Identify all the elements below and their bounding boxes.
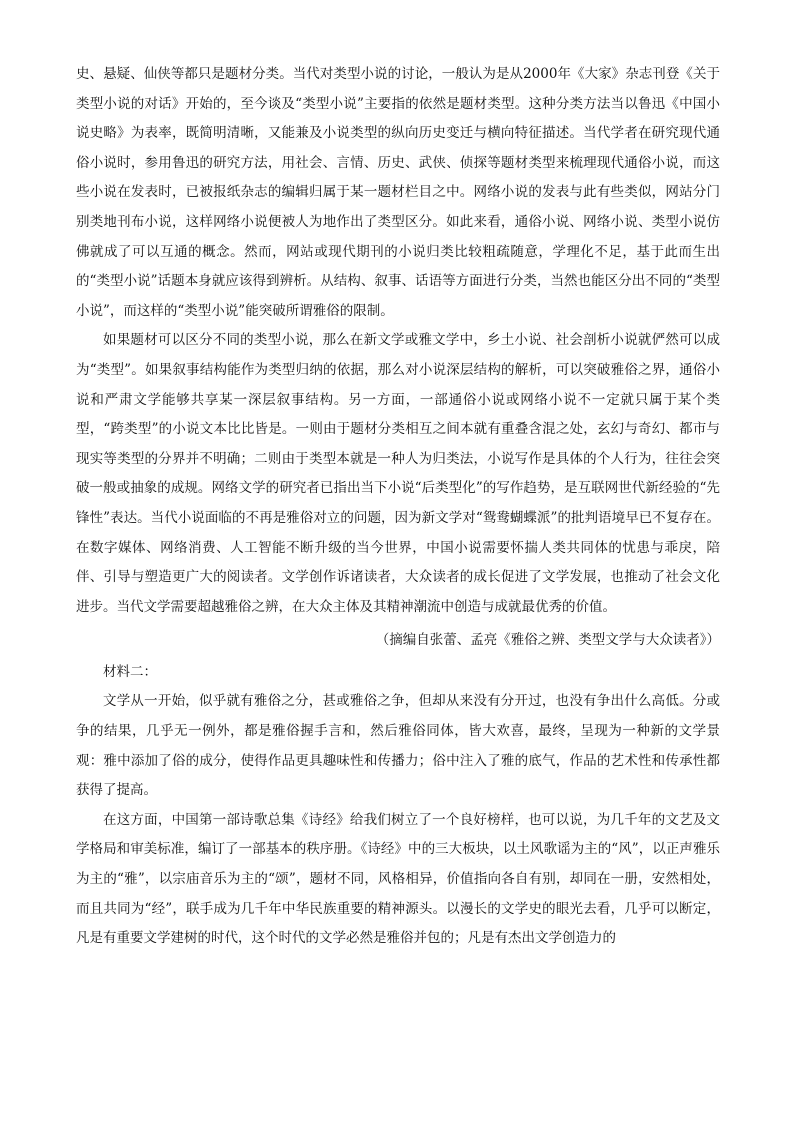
paragraph-2: 如果题材可以区分不同的类型小说，那么在新文学或雅文学中，乡土小说、社会剖析小说就俨然可以成为“类型”。如果叙事结构能作为类型归纳的依据，那么对小说深层结构的解析，可以突破雅俗之界，通俗小说和严肃文学能够共享某一深层叙事结构。另一方面，一部通俗小说或网络小说不一定就只属于某个类型，“跨类型”的小说文本比比皆是。一则由于题材分类相互之间本就有重叠含混之处，玄幻与奇幻、都市与现实等类型的分界并不明确；二则由于类型本就是一种人为归类法，小说写作是具体的个人行为，往往会突破一般或抽象的成规。网络文学的研究者已指出当下小说“后类型化”的写作趋势，是互联网世代新经验的“先锋性”表达。当代小说面临的不再是雅俗对立的问题，因为新文学对“鸳鸯蝴蝶派”的批判语境早已不复存在。在数字媒体、网络消费、人工智能不断升级的当今世界，中国小说需要怀揣人类共同体的忧患与乖戾，陪伴、引导与塑造更广大的阅读者。文学创作诉诸读者，大众读者的成长促进了文学发展，也推动了社会文化进步。当代文学需要超越雅俗之辨，在大众主体及其精神潮流中创造与成就最优秀的价值。 [76,332,720,615]
material-2-label: 材料二： [103,663,157,680]
material-2-paragraph-1: 文学从一开始，似乎就有雅俗之分，甚或雅俗之争，但却从来没有分开过，也没有争出什么高低。分或争的结果，几乎无一例外，都是雅俗握手言和，然后雅俗同体，皆大欢喜，最终，呈现为一种新的文学景观：雅中添加了俗的成分，使得作品更具趣味性和传播力；俗中注入了雅的底气，作品的艺术性和传承性都获得了提高。 [76,693,720,799]
paragraph-1: 史、悬疑、仙侠等都只是题材分类。当代对类型小说的讨论，一般认为是从2000年《大家》杂志刊登《关于类型小说的对话》开始的，至今谈及“类型小说”主要指的依然是题材类型。这种分类方法当以鲁迅《中国小说史略》为表率，既简明清晰，又能兼及小说类型的纵向历史变迁与横向特征描述。当代学者在研究现代通俗小说时，参用鲁迅的研究方法，用社会、言情、历史、武侠、侦探等题材类型来梳理现代通俗小说，而这些小说在发表时，已被报纸杂志的编辑归属于某一题材栏目之中。网络小说的发表与此有些类似，网站分门别类地刊布小说，这样网络小说便被人为地作出了类型区分。如此来看，通俗小说、网络小说、类型小说仿佛就成了可以互通的概念。然而，网站或现代期刊的小说归类比较粗疏随意，学理化不足，基于此而生出的“类型小说”话题本身就应该得到辨析。从结构、叙事、话语等方面进行分类，当然也能区分出不同的“类型小说”，而这样的“类型小说”能突破所谓雅俗的限制。 [76,66,720,319]
material-2-paragraph-2: 在这方面，中国第一部诗歌总集《诗经》给我们树立了一个良好榜样，也可以说，为几千年的文艺及文学格局和审美标准，编订了一部基本的秩序册。《诗经》中的三大板块，以土风歌谣为主的“风”，以正声雅乐为主的“雅”，以宗庙音乐为主的“颂”，题材不同，风格相异，价值指向各自有别，却同在一册，安然相处，而且共同为“经”，联手成为几千年中华民族重要的精神源头。以漫长的文学史的眼光去看，几乎可以断定，凡是有重要文学建树的时代，这个时代的文学必然是雅俗并包的；凡是有杰出文学创造力的 [76,811,720,947]
source-citation: （摘编自张蕾、孟亮《雅俗之辨、类型文学与大众读者》） [375,632,720,649]
document-page [76,60,720,954]
